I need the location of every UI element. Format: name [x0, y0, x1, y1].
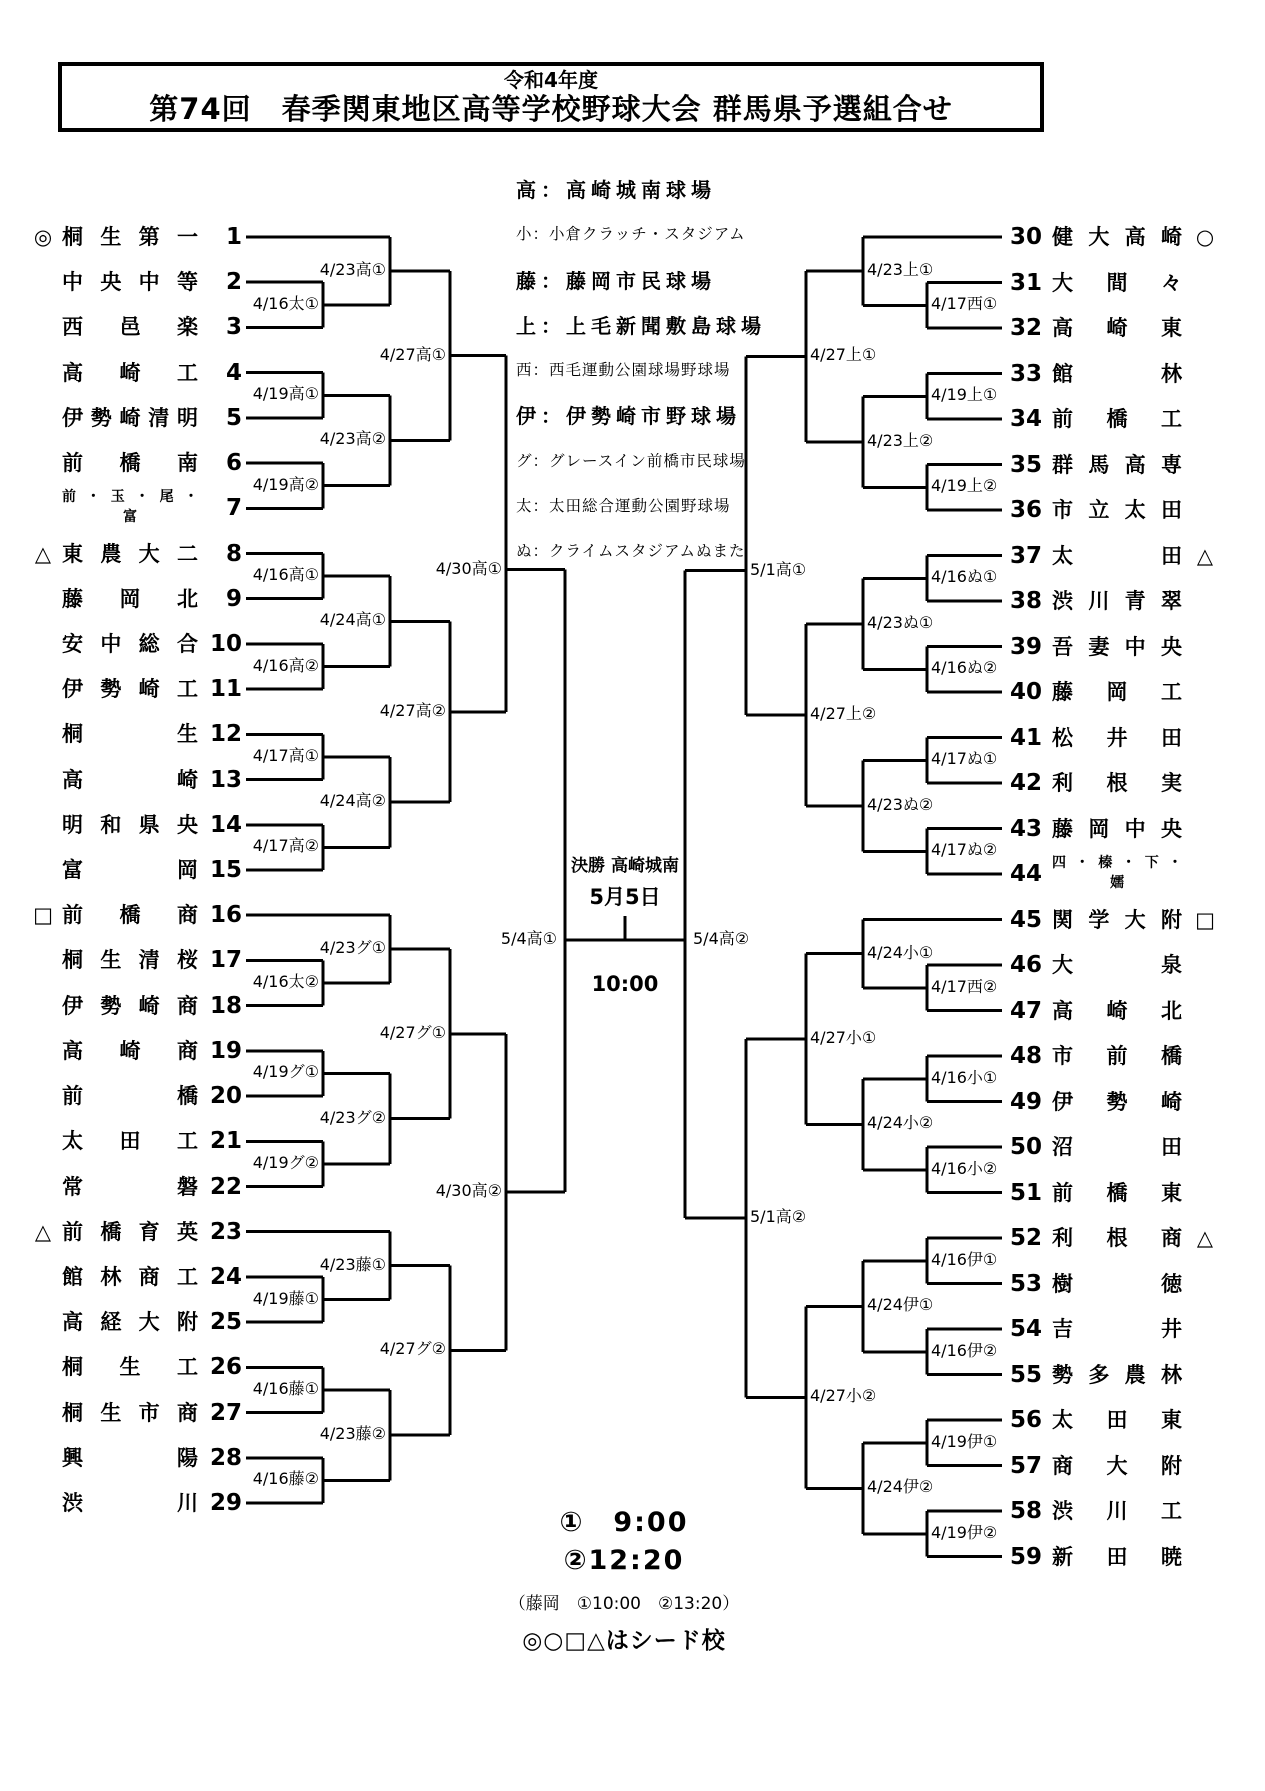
- final-start-time: 10:00: [591, 972, 659, 996]
- match-label: 4/19上①: [931, 385, 998, 405]
- team-name: 松 井 田: [1052, 725, 1182, 750]
- team-number: 50: [1010, 1134, 1043, 1160]
- team-number: 28: [209, 1444, 242, 1471]
- team-number: 3: [225, 314, 242, 341]
- team-number: 21: [209, 1128, 242, 1155]
- seed-mark: △: [34, 1219, 52, 1244]
- team-name: 渋 川 工: [1052, 1499, 1182, 1523]
- match-label: 4/27小①: [810, 1027, 877, 1047]
- team-number: 7: [225, 495, 242, 522]
- team-name: 富 岡: [62, 858, 198, 882]
- footer-fujioka-times-note: （藤岡 ①10:00 ②13:20）: [508, 1594, 740, 1614]
- match-label: 4/23藤①: [319, 1254, 386, 1274]
- match-label: 4/23藤②: [319, 1424, 386, 1444]
- team-number: 12: [209, 721, 242, 748]
- match-label: 4/17高①: [252, 745, 319, 765]
- team-number: 29: [209, 1490, 242, 1516]
- team-name: 市 立 太 田: [1052, 498, 1182, 522]
- team-name: 前 橋 南: [62, 451, 198, 476]
- match-label: 5/1高①: [750, 559, 807, 579]
- match-label: 4/19上②: [931, 476, 998, 496]
- team-number: 47: [1010, 997, 1043, 1024]
- team-name: 前 橋 工: [1052, 407, 1182, 431]
- team-name: 大 間 々: [1052, 270, 1182, 295]
- match-label: 4/23グ①: [319, 938, 386, 958]
- team-number: 24: [209, 1263, 242, 1290]
- team-number: 58: [1010, 1498, 1043, 1524]
- match-label: 4/16太①: [252, 293, 319, 313]
- team-name: 高 崎 北: [1052, 998, 1182, 1023]
- match-label: 4/30高②: [435, 1181, 502, 1201]
- match-label: 4/19高②: [252, 474, 319, 494]
- match-label: 4/17西②: [931, 976, 998, 996]
- match-label: 4/24伊②: [867, 1477, 934, 1497]
- match-label: 4/23グ②: [319, 1107, 386, 1127]
- team-name: 大 泉: [1052, 953, 1182, 977]
- team-number: 9: [225, 585, 242, 612]
- team-number: 1: [225, 224, 242, 250]
- team-name: 渋 川 青 翠: [1052, 589, 1182, 613]
- team-number: 6: [225, 450, 242, 477]
- seed-mark: ◎: [33, 225, 53, 249]
- match-label: 5/4高①: [500, 929, 557, 948]
- team-name: 伊 勢 崎 商: [62, 993, 198, 1018]
- team-number: 19: [209, 1037, 242, 1064]
- team-number: 16: [209, 902, 242, 929]
- team-name: 樹 徳: [1052, 1271, 1182, 1296]
- venue-legend-item: 小：小倉クラッチ・スタジアム: [516, 225, 746, 244]
- team-number: 39: [1010, 633, 1043, 660]
- team-number: 44: [1010, 861, 1043, 887]
- match-label: 4/19伊②: [931, 1522, 998, 1542]
- team-number: 25: [209, 1309, 242, 1336]
- team-number: 15: [209, 857, 242, 883]
- team-number: 40: [1010, 679, 1043, 705]
- team-number: 51: [1010, 1179, 1043, 1206]
- title-era-line: 令和4年度: [504, 68, 598, 92]
- footer-game1-time: ① 9:00: [559, 1507, 689, 1538]
- team-name: 前 橋 東: [1052, 1180, 1182, 1205]
- venue-legend-item: ぬ：クライムスタジアムぬまた: [516, 542, 746, 560]
- team-name: 高 崎: [62, 767, 198, 792]
- team-number: 10: [209, 630, 242, 657]
- match-label: 4/19藤①: [252, 1288, 319, 1308]
- match-label: 4/17ぬ②: [931, 840, 998, 860]
- team-name: 藤 岡 工: [1052, 680, 1182, 704]
- team-name: 新 田 暁: [1052, 1544, 1182, 1569]
- team-name: 四 ・ 榛 ・ 下 ・ 嬬: [1052, 855, 1182, 891]
- team-number: 32: [1010, 315, 1043, 341]
- team-number: 45: [1010, 906, 1043, 933]
- team-number: 56: [1010, 1407, 1043, 1433]
- match-label: 4/24小①: [867, 942, 934, 962]
- team-number: 17: [209, 947, 242, 974]
- match-label: 4/30高①: [435, 558, 502, 578]
- venue-legend-item: グ：グレースイン前橋市民球場: [516, 451, 746, 470]
- match-label: 4/24高②: [319, 791, 386, 811]
- match-label: 4/16ぬ②: [931, 658, 998, 678]
- match-label: 4/19グ②: [252, 1152, 319, 1172]
- team-name: 関 学 大 附: [1052, 907, 1182, 932]
- team-number: 27: [209, 1399, 242, 1426]
- team-name: 常 磐: [62, 1174, 198, 1199]
- team-name: 吉 井: [1052, 1317, 1182, 1341]
- team-name: 商 大 附: [1052, 1453, 1182, 1478]
- team-name: 藤 岡 中 央: [1052, 816, 1182, 841]
- team-number: 18: [209, 992, 242, 1019]
- match-label: 4/19高①: [252, 384, 319, 404]
- footer-seed-note: ◎○□△はシード校: [522, 1628, 726, 1654]
- team-name: 前 橋 商: [62, 903, 198, 928]
- match-label: 4/19伊①: [931, 1431, 998, 1451]
- match-label: 4/27高②: [379, 700, 446, 720]
- team-number: 13: [209, 766, 242, 793]
- match-label: 4/23高①: [319, 259, 386, 279]
- match-label: 4/27グ①: [379, 1022, 446, 1042]
- team-number: 31: [1010, 269, 1043, 296]
- match-label: 4/23ぬ②: [867, 794, 934, 814]
- team-name: 桐 生 第 一: [62, 225, 198, 249]
- match-label: 4/16藤②: [252, 1469, 319, 1489]
- team-number: 2: [225, 269, 242, 296]
- team-name: 高 崎 商: [62, 1038, 198, 1063]
- venue-legend-item: 西：西毛運動公園球場野球場: [516, 361, 731, 379]
- match-label: 4/16伊①: [931, 1249, 998, 1269]
- match-label: 4/27高①: [379, 344, 446, 364]
- team-number: 49: [1010, 1088, 1043, 1115]
- venue-legend-item: 伊：伊勢崎市野球場: [516, 404, 741, 429]
- team-number: 38: [1010, 588, 1043, 614]
- match-label: 4/16小①: [931, 1067, 998, 1087]
- match-label: 4/17ぬ①: [931, 749, 998, 769]
- match-label: 5/1高②: [750, 1207, 807, 1227]
- team-name: 桐 生 工: [62, 1355, 198, 1380]
- team-number: 23: [209, 1218, 242, 1245]
- seed-mark: □: [1195, 907, 1215, 932]
- team-number: 30: [1010, 224, 1043, 250]
- team-name: 健 大 高 崎: [1052, 225, 1182, 249]
- team-name: 明 和 県 央: [62, 812, 198, 837]
- team-name: 高 崎 東: [1052, 316, 1182, 340]
- team-name: 伊 勢 崎 清 明: [62, 405, 198, 430]
- match-label: 4/23ぬ①: [867, 612, 934, 632]
- seed-mark: △: [34, 541, 52, 566]
- team-number: 54: [1010, 1316, 1043, 1342]
- final-venue-label: 決勝 高崎城南: [571, 856, 679, 876]
- team-name: 渋 川: [62, 1491, 198, 1515]
- team-number: 20: [209, 1083, 242, 1110]
- team-name: 太 田: [1052, 543, 1182, 568]
- team-name: 東 農 大 二: [62, 541, 198, 566]
- team-name: 桐 生 市 商: [62, 1400, 198, 1425]
- match-label: 4/16藤①: [252, 1378, 319, 1398]
- seed-mark: △: [1196, 1226, 1214, 1250]
- team-name: 利 根 実: [1052, 771, 1182, 795]
- team-name: 利 根 商: [1052, 1226, 1182, 1250]
- match-label: 4/16高②: [252, 655, 319, 675]
- team-number: 34: [1010, 406, 1043, 432]
- match-label: 4/17高②: [252, 836, 319, 856]
- team-number: 41: [1010, 724, 1043, 751]
- team-name: 藤 岡 北: [62, 586, 198, 611]
- team-name: 興 陽: [62, 1445, 198, 1470]
- venue-legend-item: 藤：藤岡市民球場: [516, 268, 716, 293]
- team-name: 群 馬 高 専: [1052, 452, 1182, 477]
- team-name: 市 前 橋: [1052, 1044, 1182, 1068]
- team-number: 14: [209, 811, 242, 838]
- match-label: 4/16太②: [252, 972, 319, 992]
- team-name: 高 崎 工: [62, 360, 198, 385]
- seed-mark: □: [33, 903, 53, 928]
- team-name: 伊 勢 崎: [1052, 1089, 1182, 1114]
- team-number: 59: [1010, 1543, 1043, 1570]
- team-name: 太 田 工: [62, 1129, 198, 1154]
- final-date: 5月5日: [589, 885, 661, 909]
- team-name: 前 橋: [62, 1084, 198, 1109]
- team-name: 太 田 東: [1052, 1408, 1182, 1432]
- team-name: 館 林 商 工: [62, 1264, 198, 1289]
- team-number: 43: [1010, 815, 1043, 842]
- match-label: 4/27グ②: [379, 1339, 446, 1359]
- seed-mark: △: [1196, 543, 1214, 568]
- team-name: 館 林: [1052, 361, 1182, 386]
- team-name: 吾 妻 中 央: [1052, 634, 1182, 659]
- team-number: 46: [1010, 952, 1043, 978]
- team-number: 5: [225, 404, 242, 431]
- team-number: 33: [1010, 360, 1043, 387]
- team-number: 42: [1010, 770, 1043, 796]
- team-number: 57: [1010, 1452, 1043, 1479]
- team-number: 35: [1010, 451, 1043, 478]
- match-label: 4/27上①: [810, 345, 877, 365]
- team-number: 11: [209, 676, 242, 703]
- team-name: 勢 多 農 林: [1052, 1362, 1182, 1387]
- team-number: 37: [1010, 542, 1043, 569]
- venue-legend-item: 高：高崎城南球場: [516, 178, 716, 202]
- match-label: 4/27小②: [810, 1386, 877, 1406]
- team-number: 55: [1010, 1361, 1043, 1388]
- team-name: 西 邑 楽: [62, 315, 198, 340]
- team-number: 36: [1010, 497, 1043, 523]
- match-label: 4/24小②: [867, 1113, 934, 1133]
- match-label: 4/24伊①: [867, 1295, 934, 1315]
- footer-game2-time: ②12:20: [563, 1545, 685, 1576]
- match-label: 4/23上①: [867, 260, 934, 280]
- team-name: 前 ・ 玉 ・ 尾 ・ 富: [62, 489, 198, 526]
- team-name: 沼 田: [1052, 1135, 1182, 1159]
- team-number: 52: [1010, 1225, 1043, 1251]
- seed-mark: ○: [1195, 225, 1215, 249]
- title-main-line: 第74回 春季関東地区高等学校野球大会 群馬県予選組合せ: [149, 92, 953, 126]
- match-label: 4/24高①: [319, 610, 386, 630]
- team-name: 桐 生: [62, 722, 198, 747]
- team-name: 伊 勢 崎 工: [62, 677, 198, 702]
- match-label: 4/23高②: [319, 429, 386, 449]
- match-label: 4/16高①: [252, 565, 319, 585]
- title-box: [58, 62, 1044, 132]
- team-number: 48: [1010, 1043, 1043, 1069]
- team-number: 8: [225, 540, 242, 567]
- match-label: 4/16ぬ①: [931, 567, 998, 587]
- team-number: 26: [209, 1354, 242, 1381]
- team-name: 高 経 大 附: [62, 1310, 198, 1335]
- match-label: 4/19グ①: [252, 1062, 319, 1082]
- team-name: 中 央 中 等: [62, 270, 198, 295]
- match-label: 4/16伊②: [931, 1340, 998, 1360]
- match-label: 4/23上②: [867, 430, 934, 450]
- match-label: 4/17西①: [931, 294, 998, 314]
- match-label: 5/4高②: [693, 929, 750, 948]
- team-name: 前 橋 育 英: [62, 1219, 198, 1244]
- venue-legend-item: 太：太田総合運動公園野球場: [516, 496, 731, 515]
- team-number: 4: [225, 359, 242, 386]
- venue-legend-item: 上：上毛新聞敷島球場: [516, 313, 766, 338]
- team-number: 53: [1010, 1270, 1043, 1297]
- match-label: 4/16小②: [931, 1158, 998, 1178]
- team-name: 安 中 総 合: [62, 631, 198, 656]
- team-name: 桐 生 清 桜: [62, 948, 198, 973]
- team-number: 22: [209, 1173, 242, 1200]
- match-label: 4/27上②: [810, 703, 877, 723]
